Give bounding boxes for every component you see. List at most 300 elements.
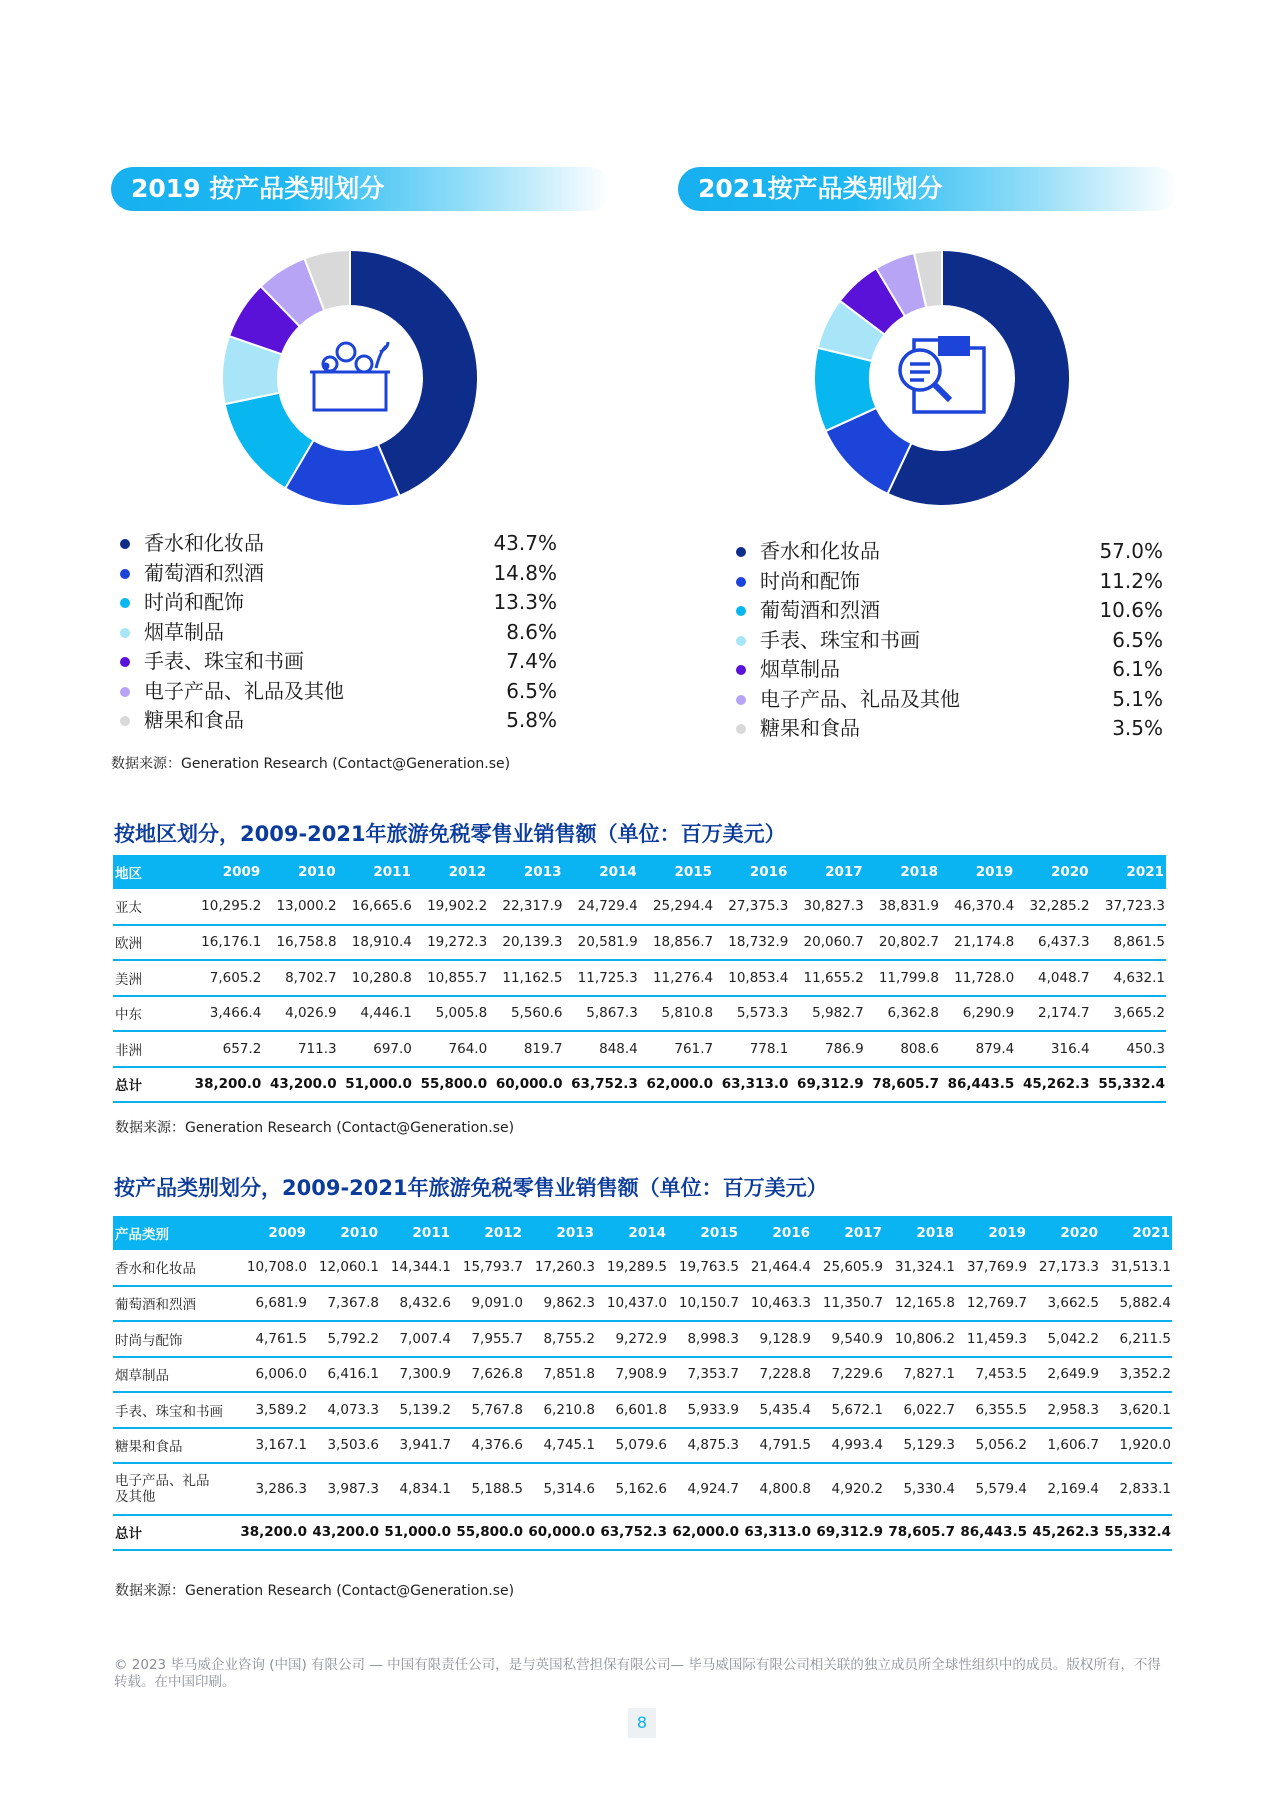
table-cell: 3,466.4: [187, 996, 262, 1032]
table-cell: 3,941.7: [380, 1428, 452, 1464]
table-cell: 78,605.7: [865, 1067, 940, 1103]
table-cell: 46,370.4: [940, 889, 1015, 925]
table-cell: 10,855.7: [413, 960, 488, 996]
table-cell: 9,128.9: [740, 1321, 812, 1357]
table-cell: 4,791.5: [740, 1428, 812, 1464]
legend-swatch: [736, 636, 746, 646]
table-cell: 63,313.0: [714, 1067, 789, 1103]
legend-value: 11.2%: [1099, 568, 1163, 593]
column-header: 2017: [789, 855, 864, 889]
table-cell: 55,800.0: [413, 1067, 488, 1103]
table-cell: 62,000.0: [668, 1515, 740, 1551]
column-header: 2021: [1091, 855, 1166, 889]
legend-value: 6.5%: [1112, 627, 1163, 652]
legend-item: [736, 626, 1163, 656]
table-cell: 12,060.1: [308, 1250, 380, 1286]
table-cell: 5,330.4: [884, 1463, 956, 1515]
table-cell: 11,655.2: [789, 960, 864, 996]
legend-swatch: [120, 687, 130, 697]
donut-chart-2021: [792, 228, 1092, 528]
column-header: 2009: [187, 855, 262, 889]
region-sales-table: [113, 855, 1166, 1103]
table-product-title: 按产品类别划分，2009-2021年旅游免税零售业销售额（单位：百万美元）: [114, 1176, 828, 1200]
table-row: [113, 889, 1166, 925]
table-cell: 778.1: [714, 1031, 789, 1067]
legend-item: [736, 714, 1163, 744]
table-cell: 25,294.4: [639, 889, 714, 925]
legend-swatch: [120, 716, 130, 726]
table-cell: 45,262.3: [1015, 1067, 1090, 1103]
table-cell: 5,810.8: [639, 996, 714, 1032]
legend-value: 5.8%: [506, 708, 557, 732]
legend-item: [736, 655, 1163, 685]
table-cell: 11,276.4: [639, 960, 714, 996]
table-cell: 450.3: [1091, 1031, 1166, 1067]
table-cell: 848.4: [563, 1031, 638, 1067]
table-cell: 2,174.7: [1015, 996, 1090, 1032]
table-cell: 45,262.3: [1028, 1515, 1100, 1551]
legend-value: 57.0%: [1099, 539, 1163, 563]
table-cell: 11,459.3: [956, 1321, 1028, 1357]
table-cell: 1,920.0: [1100, 1428, 1172, 1464]
table-cell: 697.0: [338, 1031, 413, 1067]
legend-swatch: [120, 598, 130, 608]
table-cell: 6,437.3: [1015, 925, 1090, 961]
table-cell: 2,169.4: [1028, 1463, 1100, 1515]
legend-label: 香水和化妆品: [144, 531, 264, 555]
table-cell: 4,761.5: [236, 1321, 308, 1357]
table-cell: 16,176.1: [187, 925, 262, 961]
table-cell: 5,672.1: [812, 1392, 884, 1428]
table-row: [113, 925, 1166, 961]
legend-value: 3.5%: [1112, 716, 1163, 740]
legend-swatch: [120, 628, 130, 638]
table-cell: 37,723.3: [1091, 889, 1166, 925]
table-cell: 9,540.9: [812, 1321, 884, 1357]
legend-label: 时尚和配饰: [144, 590, 244, 614]
table-cell: 69,312.9: [812, 1515, 884, 1551]
table-cell: 8,861.5: [1091, 925, 1166, 961]
table-cell: 31,513.1: [1100, 1250, 1172, 1286]
column-header: 2015: [639, 855, 714, 889]
table-row: [113, 1286, 1172, 1322]
table-cell: 9,272.9: [596, 1321, 668, 1357]
row-label: 非洲: [113, 1031, 187, 1067]
column-header: 2016: [714, 855, 789, 889]
row-label: 电子产品、礼品 及其他: [113, 1463, 236, 1515]
column-header: 产品类别: [113, 1216, 236, 1250]
table-cell: 3,286.3: [236, 1463, 308, 1515]
table-row: [113, 1321, 1172, 1357]
table-cell: 5,314.6: [524, 1463, 596, 1515]
table-cell: 4,446.1: [338, 996, 413, 1032]
table-cell: 764.0: [413, 1031, 488, 1067]
legend-swatch: [736, 665, 746, 675]
legend-item: [120, 706, 557, 736]
table-cell: 5,005.8: [413, 996, 488, 1032]
table-cell: 19,272.3: [413, 925, 488, 961]
table-cell: 6,362.8: [865, 996, 940, 1032]
table-cell: 20,581.9: [563, 925, 638, 961]
legend-value: 7.4%: [506, 649, 557, 673]
table-cell: 11,350.7: [812, 1286, 884, 1322]
table-cell: 8,702.7: [262, 960, 337, 996]
table-cell: 10,708.0: [236, 1250, 308, 1286]
table-cell: 6,601.8: [596, 1392, 668, 1428]
table-cell: 808.6: [865, 1031, 940, 1067]
table-cell: 20,802.7: [865, 925, 940, 961]
table-cell: 10,806.2: [884, 1321, 956, 1357]
table-cell: 3,503.6: [308, 1428, 380, 1464]
legend-label: 电子产品、礼品及其他: [760, 686, 960, 711]
row-label: 中东: [113, 996, 187, 1032]
table-cell: 63,752.3: [563, 1067, 638, 1103]
table-row: [113, 1463, 1172, 1515]
table-cell: 4,993.4: [812, 1428, 884, 1464]
table-cell: 4,800.8: [740, 1463, 812, 1515]
legend-swatch: [120, 657, 130, 667]
legend-item: [736, 596, 1163, 626]
table-cell: 5,982.7: [789, 996, 864, 1032]
table-cell: 3,662.5: [1028, 1286, 1100, 1322]
table-cell: 31,324.1: [884, 1250, 956, 1286]
table-cell: 21,174.8: [940, 925, 1015, 961]
table-cell: 55,332.4: [1091, 1067, 1166, 1103]
table-cell: 43,200.0: [262, 1067, 337, 1103]
legend-value: 10.6%: [1099, 598, 1163, 622]
table-cell: 5,792.2: [308, 1321, 380, 1357]
table-cell: 9,862.3: [524, 1286, 596, 1322]
table-cell: 12,769.7: [956, 1286, 1028, 1322]
table-cell: 6,211.5: [1100, 1321, 1172, 1357]
table-cell: 5,882.4: [1100, 1286, 1172, 1322]
table-cell: 11,799.8: [865, 960, 940, 996]
column-header: 2012: [413, 855, 488, 889]
table-cell: 4,745.1: [524, 1428, 596, 1464]
table-cell: 27,375.3: [714, 889, 789, 925]
table-total-row: [113, 1067, 1166, 1103]
legend-label: 电子产品、礼品及其他: [144, 678, 344, 703]
legend-item: [120, 618, 557, 648]
legend-value: 5.1%: [1112, 686, 1163, 711]
legend-label: 葡萄酒和烈酒: [760, 598, 880, 622]
column-header: 2009: [236, 1216, 308, 1250]
column-header: 2018: [884, 1216, 956, 1250]
legend-item: [120, 529, 557, 559]
table-cell: 4,632.1: [1091, 960, 1166, 996]
table-cell: 3,167.1: [236, 1428, 308, 1464]
table-cell: 4,834.1: [380, 1463, 452, 1515]
legend-item: [120, 559, 557, 589]
column-header: 2018: [865, 855, 940, 889]
table-region-title: 按地区划分，2009-2021年旅游免税零售业销售额（单位：百万美元）: [114, 822, 786, 846]
legend-value: 13.3%: [493, 590, 557, 614]
legend-label: 手表、珠宝和书画: [144, 649, 304, 673]
table-cell: 4,073.3: [308, 1392, 380, 1428]
table-cell: 6,006.0: [236, 1357, 308, 1393]
column-header: 2013: [488, 855, 563, 889]
table-row: [113, 1428, 1172, 1464]
table-cell: 55,800.0: [452, 1515, 524, 1551]
table-cell: 19,289.5: [596, 1250, 668, 1286]
product-sales-table: [113, 1216, 1172, 1551]
legend-swatch: [736, 606, 746, 616]
table-cell: 19,902.2: [413, 889, 488, 925]
chart-source: 数据来源：Generation Research (Contact@Generation.se): [111, 756, 511, 772]
column-header: 2010: [262, 855, 337, 889]
table-cell: 3,589.2: [236, 1392, 308, 1428]
table-cell: 16,665.6: [338, 889, 413, 925]
table-cell: 63,313.0: [740, 1515, 812, 1551]
table-cell: 7,300.9: [380, 1357, 452, 1393]
table-cell: 761.7: [639, 1031, 714, 1067]
legend-swatch: [120, 569, 130, 579]
chart-2021-legend: [736, 537, 1163, 744]
row-label: 总计: [113, 1067, 187, 1103]
table-cell: 15,793.7: [452, 1250, 524, 1286]
table-cell: 51,000.0: [380, 1515, 452, 1551]
table-cell: 60,000.0: [524, 1515, 596, 1551]
legend-value: 8.6%: [506, 619, 557, 644]
table-cell: 3,620.1: [1100, 1392, 1172, 1428]
column-header: 2014: [596, 1216, 668, 1250]
table-cell: 18,856.7: [639, 925, 714, 961]
table-cell: 819.7: [488, 1031, 563, 1067]
donut-chart-2019: [200, 228, 500, 528]
table-cell: 10,150.7: [668, 1286, 740, 1322]
column-header: 2012: [452, 1216, 524, 1250]
table-cell: 13,000.2: [262, 889, 337, 925]
table-cell: 7,229.6: [812, 1357, 884, 1393]
table-row: [113, 1031, 1166, 1067]
table-cell: 19,763.5: [668, 1250, 740, 1286]
row-label: 葡萄酒和烈酒: [113, 1286, 236, 1322]
table-row: [113, 996, 1166, 1032]
table-cell: 5,188.5: [452, 1463, 524, 1515]
table-cell: 5,579.4: [956, 1463, 1028, 1515]
table-cell: 86,443.5: [940, 1067, 1015, 1103]
table-cell: 7,228.8: [740, 1357, 812, 1393]
table-cell: 17,260.3: [524, 1250, 596, 1286]
table-cell: 62,000.0: [639, 1067, 714, 1103]
column-header: 2013: [524, 1216, 596, 1250]
row-label: 美洲: [113, 960, 187, 996]
legend-label: 糖果和食品: [144, 708, 244, 732]
legend-value: 6.1%: [1112, 657, 1163, 681]
table-cell: 7,626.8: [452, 1357, 524, 1393]
column-header: 2020: [1015, 855, 1090, 889]
table-cell: 2,833.1: [1100, 1463, 1172, 1515]
table-cell: 55,332.4: [1100, 1515, 1172, 1551]
table-cell: 9,091.0: [452, 1286, 524, 1322]
table-cell: 20,060.7: [789, 925, 864, 961]
document-search-icon: [900, 336, 984, 412]
table-cell: 25,605.9: [812, 1250, 884, 1286]
table-cell: 4,924.7: [668, 1463, 740, 1515]
table-cell: 18,910.4: [338, 925, 413, 961]
chart-2019-banner: [111, 167, 611, 211]
legend-swatch: [120, 539, 130, 549]
table-cell: 5,162.6: [596, 1463, 668, 1515]
table-row: [113, 960, 1166, 996]
row-label: 欧洲: [113, 925, 187, 961]
table-cell: 6,416.1: [308, 1357, 380, 1393]
table-cell: 8,432.6: [380, 1286, 452, 1322]
legend-label: 葡萄酒和烈酒: [144, 560, 264, 585]
table-cell: 3,665.2: [1091, 996, 1166, 1032]
row-label: 时尚与配饰: [113, 1321, 236, 1357]
table-cell: 6,290.9: [940, 996, 1015, 1032]
column-header: 2019: [956, 1216, 1028, 1250]
table-cell: 22,317.9: [488, 889, 563, 925]
table-cell: 8,755.2: [524, 1321, 596, 1357]
legend-label: 烟草制品: [144, 619, 224, 644]
table-cell: 10,295.2: [187, 889, 262, 925]
table-cell: 5,933.9: [668, 1392, 740, 1428]
table-cell: 38,200.0: [187, 1067, 262, 1103]
table-region-source: 数据来源：Generation Research (Contact@Generation.se): [115, 1120, 515, 1136]
legend-swatch: [736, 695, 746, 705]
legend-value: 6.5%: [506, 678, 557, 703]
table-cell: 5,129.3: [884, 1428, 956, 1464]
table-cell: 63,752.3: [596, 1515, 668, 1551]
table-cell: 38,200.0: [236, 1515, 308, 1551]
legend-swatch: [736, 577, 746, 587]
column-header: 地区: [113, 855, 187, 889]
chart-2021-banner: [678, 167, 1178, 211]
table-cell: 5,435.4: [740, 1392, 812, 1428]
column-header: 2014: [563, 855, 638, 889]
column-header: 2017: [812, 1216, 884, 1250]
column-header: 2020: [1028, 1216, 1100, 1250]
table-cell: 6,681.9: [236, 1286, 308, 1322]
legend-label: 手表、珠宝和书画: [760, 627, 920, 652]
table-cell: 7,367.8: [308, 1286, 380, 1322]
table-cell: 5,560.6: [488, 996, 563, 1032]
table-cell: 10,437.0: [596, 1286, 668, 1322]
chart-2021-title: 2021按产品类别划分: [698, 174, 943, 203]
column-header: 2011: [338, 855, 413, 889]
table-cell: 86,443.5: [956, 1515, 1028, 1551]
table-cell: 43,200.0: [308, 1515, 380, 1551]
table-cell: 316.4: [1015, 1031, 1090, 1067]
table-cell: 4,048.7: [1015, 960, 1090, 996]
legend-label: 时尚和配饰: [760, 568, 860, 593]
shopping-basket-icon: [310, 342, 390, 410]
legend-item: [120, 677, 557, 707]
legend-label: 香水和化妆品: [760, 539, 880, 563]
chart-2019-legend: [120, 529, 557, 736]
row-label: 亚太: [113, 889, 187, 925]
row-label: 手表、珠宝和书画: [113, 1392, 236, 1428]
legend-item: [736, 685, 1163, 715]
table-cell: 21,464.4: [740, 1250, 812, 1286]
column-header: 2015: [668, 1216, 740, 1250]
column-header: 2010: [308, 1216, 380, 1250]
copyright-footer: © 2023 毕马威企业咨询 (中国) 有限公司 — 中国有限责任公司，是与英国私营担保有限公司— 毕马威国际有限公司相关联的独立成员所全球性组织中的成员。版权所有，不得转载。在中国印刷。: [114, 1657, 1161, 1690]
table-cell: 37,769.9: [956, 1250, 1028, 1286]
table-cell: 11,162.5: [488, 960, 563, 996]
table-cell: 51,000.0: [338, 1067, 413, 1103]
table-cell: 1,606.7: [1028, 1428, 1100, 1464]
column-header: 2021: [1100, 1216, 1172, 1250]
table-cell: 5,767.8: [452, 1392, 524, 1428]
row-label: 香水和化妆品: [113, 1250, 236, 1286]
table-cell: 3,352.2: [1100, 1357, 1172, 1393]
table-cell: 5,079.6: [596, 1428, 668, 1464]
table-cell: 10,280.8: [338, 960, 413, 996]
table-cell: 38,831.9: [865, 889, 940, 925]
table-cell: 10,853.4: [714, 960, 789, 996]
table-cell: 7,827.1: [884, 1357, 956, 1393]
legend-item: [120, 647, 557, 677]
table-product-source: 数据来源：Generation Research (Contact@Generation.se): [115, 1583, 515, 1599]
table-cell: 18,732.9: [714, 925, 789, 961]
table-cell: 7,851.8: [524, 1357, 596, 1393]
column-header: 2019: [940, 855, 1015, 889]
table-cell: 6,355.5: [956, 1392, 1028, 1428]
table-cell: 7,453.5: [956, 1357, 1028, 1393]
row-label: 烟草制品: [113, 1357, 236, 1393]
table-cell: 24,729.4: [563, 889, 638, 925]
table-cell: 3,987.3: [308, 1463, 380, 1515]
table-cell: 711.3: [262, 1031, 337, 1067]
legend-value: 43.7%: [493, 531, 557, 555]
legend-item: [120, 588, 557, 618]
table-cell: 11,728.0: [940, 960, 1015, 996]
table-cell: 16,758.8: [262, 925, 337, 961]
table-cell: 32,285.2: [1015, 889, 1090, 925]
table-cell: 5,867.3: [563, 996, 638, 1032]
legend-label: 烟草制品: [760, 657, 840, 681]
legend-swatch: [736, 547, 746, 557]
table-cell: 657.2: [187, 1031, 262, 1067]
table-cell: 5,056.2: [956, 1428, 1028, 1464]
table-cell: 8,998.3: [668, 1321, 740, 1357]
table-cell: 69,312.9: [789, 1067, 864, 1103]
table-cell: 30,827.3: [789, 889, 864, 925]
table-total-row: [113, 1515, 1172, 1551]
legend-item: [736, 567, 1163, 597]
table-cell: 2,649.9: [1028, 1357, 1100, 1393]
table-cell: 2,958.3: [1028, 1392, 1100, 1428]
table-cell: 20,139.3: [488, 925, 563, 961]
legend-swatch: [736, 724, 746, 734]
table-row: [113, 1392, 1172, 1428]
table-row: [113, 1250, 1172, 1286]
table-cell: 11,725.3: [563, 960, 638, 996]
table-cell: 60,000.0: [488, 1067, 563, 1103]
column-header: 2011: [380, 1216, 452, 1250]
row-label: 糖果和食品: [113, 1428, 236, 1464]
table-row: [113, 1357, 1172, 1393]
table-cell: 14,344.1: [380, 1250, 452, 1286]
legend-label: 糖果和食品: [760, 716, 860, 740]
table-cell: 5,139.2: [380, 1392, 452, 1428]
table-cell: 7,353.7: [668, 1357, 740, 1393]
table-cell: 4,026.9: [262, 996, 337, 1032]
column-header: 2016: [740, 1216, 812, 1250]
table-cell: 4,920.2: [812, 1463, 884, 1515]
table-cell: 7,605.2: [187, 960, 262, 996]
table-cell: 4,376.6: [452, 1428, 524, 1464]
table-cell: 4,875.3: [668, 1428, 740, 1464]
table-cell: 5,573.3: [714, 996, 789, 1032]
legend-item: [736, 537, 1163, 567]
row-label: 总计: [113, 1515, 236, 1551]
table-cell: 27,173.3: [1028, 1250, 1100, 1286]
table-cell: 879.4: [940, 1031, 1015, 1067]
